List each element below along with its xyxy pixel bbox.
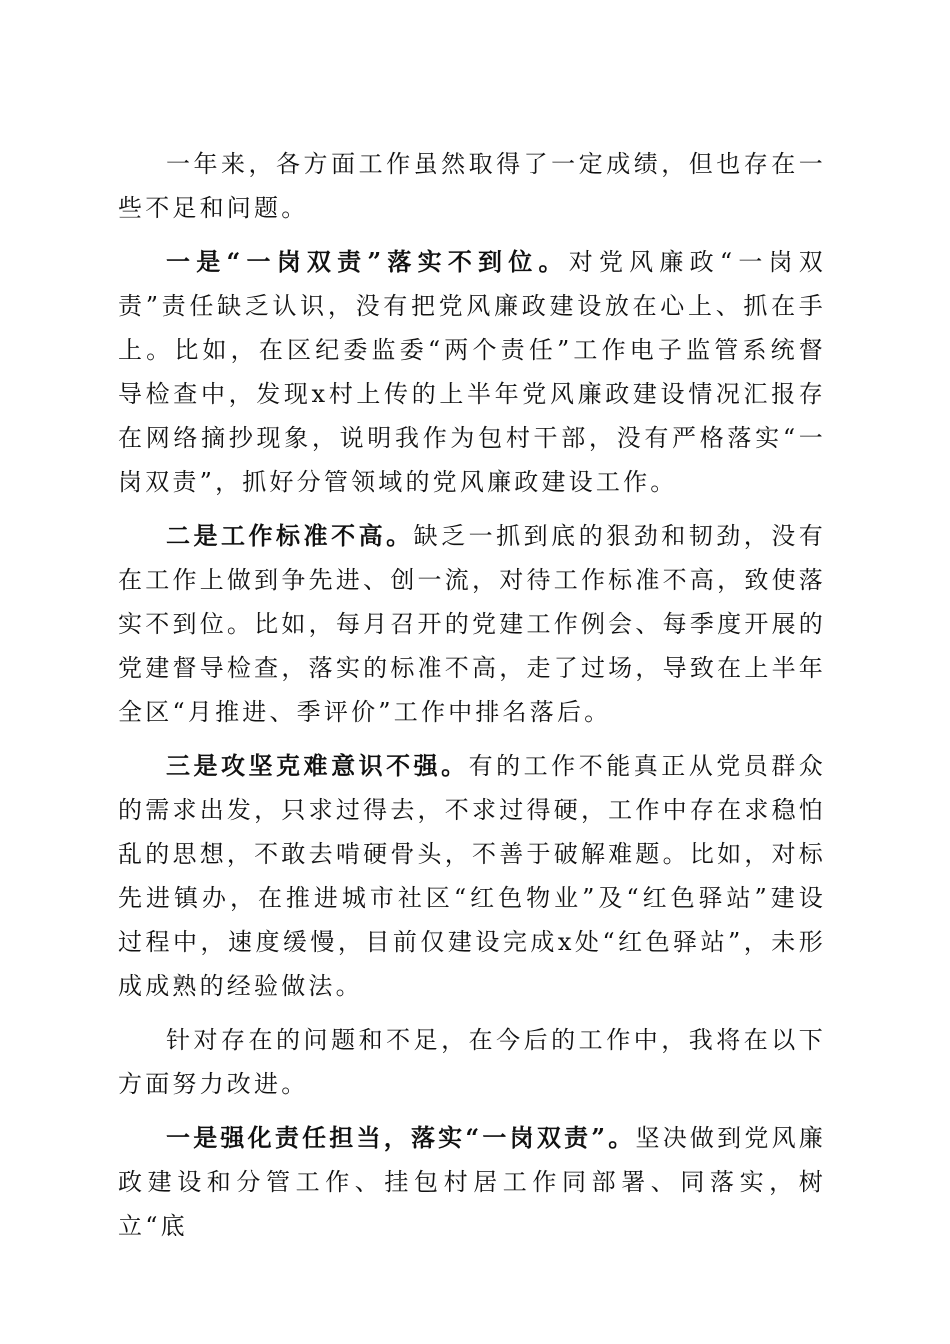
paragraph-text: 缺乏一抓到底的狠劲和韧劲，没有在工作上做到争先进、创一流，对待工作标准不高，致使落实不到位。比如，每月召开的党建工作例会、每季度开展的党建督导检查，落实的标准不高，走了过场，导致在上半年全区“月推进、季评价”工作中排名落后。 (118, 522, 826, 726)
paragraph-transition (118, 1018, 826, 1106)
paragraph-problem-2 (118, 514, 826, 734)
document-body (118, 142, 826, 1258)
paragraph-text: 对党风廉政“一岗双责”责任缺乏认识，没有把党风廉政建设放在心上、抓在手上。比如，在区纪委监委“两个责任”工作电子监管系统督导检查中，发现x村上传的上半年党风廉政建设情况汇报存在网络摘抄现象，说明我作为包村干部，没有严格落实“一岗双责”，抓好分管领域的党风廉政建设工作。 (118, 248, 826, 496)
paragraph-lead: 二是工作标准不高。 (166, 521, 414, 550)
paragraph-lead: 三是攻坚克难意识不强。 (166, 751, 469, 780)
paragraph-summary (118, 142, 826, 230)
paragraph-text: 一年来，各方面工作虽然取得了一定成绩，但也存在一些不足和问题。 (118, 150, 826, 222)
paragraph-problem-3 (118, 744, 826, 1008)
paragraph-lead: 一是“一岗双责”落实不到位。 (166, 247, 569, 276)
paragraph-improvement-1 (118, 1116, 826, 1248)
paragraph-text: 有的工作不能真正从党员群众的需求出发，只求过得去，不求过得硬，工作中存在求稳怕乱的思想，不敢去啃硬骨头，不善于破解难题。比如，对标先进镇办，在推进城市社区“红色物业”及“红色驿站”建设过程中，速度缓慢，目前仅建设完成x处“红色驿站”，未形成成熟的经验做法。 (118, 752, 826, 1000)
paragraph-problem-1 (118, 240, 826, 504)
paragraph-text: 针对存在的问题和不足，在今后的工作中，我将在以下方面努力改进。 (118, 1026, 826, 1098)
paragraph-text: 坚决做到党风廉政建设和分管工作、挂包村居工作同部署、同落实，树立“底 (118, 1124, 826, 1240)
paragraph-lead: 一是强化责任担当，落实“一岗双责”。 (166, 1123, 636, 1152)
